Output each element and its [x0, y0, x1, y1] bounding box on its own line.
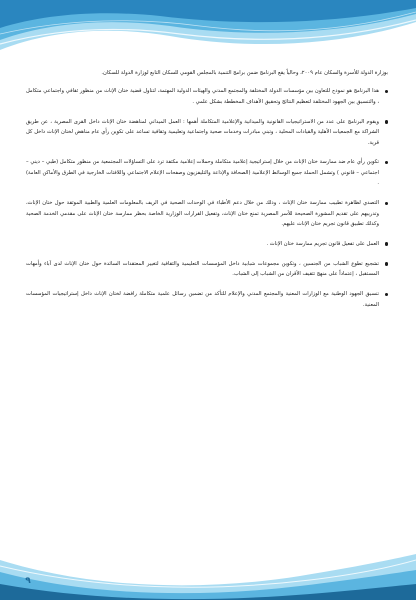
strategies-list — [26, 86, 388, 310]
list-item — [26, 157, 388, 188]
list-item-text: ويقوم البرنامج على عدد من الاستراتيجيات القانونية والميدانية والإعلامية المتكاملة أهمها : العمل الميداني لمناهضة ختان الإناث داخل القرى المصرية ، عن طريق الشراكة مع الجمعيات الأهلية والقيادات المحلية ، وتبني مبادرات وخدمات صحية واجتماعية وتعليمية وثقافية تساعد على تكوين رأي عام مناهض لختان الإناث داخل كل قرية. — [26, 118, 379, 146]
list-item-text: تشجيع تطوع الشباب من الجنسين ، وتكوين مجموعات شبابية داخل المؤسسات التعليمية والثقافية لتغيير المعتقدات السائدة حول ختان الإناث لدى آباء وأمهات المستقبل ، إعتماداً على منهج تثقيف الأقران من الشباب إلى الشباب. — [26, 260, 379, 278]
list-item — [26, 239, 388, 249]
bullet-dot-icon — [385, 293, 388, 296]
list-item — [26, 289, 388, 310]
list-item-text: تنسيق الجهود الوطنية مع الوزارات المعنية والمجتمع المدني والإعلام للتأكد من تضمين رسائل علمية متكاملة رافضة لختان الإناث داخل إستراتيجيات المؤسسات المعنية. — [26, 291, 379, 308]
footer-wave-decoration — [0, 530, 416, 600]
header-wave-decoration — [0, 0, 416, 62]
list-item-text: تكوين رأي عام ضد ممارسة ختان الإناث من خلال إستراتيجية إعلامية متكاملة وحملات إعلامية مكثفة ترد على التساؤلات المجتمعية من منظور متكامل (طبي – ديني – اجتماعي – قانوني ) وتشمل الحملة جميع الوسائط الإعلامية (الصحافة والإذاعة والتليفزيون وصفحات الإعلام الاجتماعي واللافتات الخارجية في الطرق والأماكن العامة) . — [26, 159, 379, 187]
bullet-dot-icon — [385, 202, 388, 205]
intro-paragraph: بوزارة الدولة للأسرة والسكان عام ٢٠٠٩، وحالياً يقع البرنامج ضمن برامج التنمية بالمجلس القومي للسكان التابع لوزارة الدولة للسكان. — [101, 70, 388, 76]
list-item-text: التصدي لظاهرة تطبيب ممارسة ختان الإناث ، وذلك من خلال دعم الأطباء في الوحدات الصحية في الريف بالمعلومات العلمية والطبية الموثقة حول ختان الإناث، وتدريبهم على تقديم المشورة الصحيحة للأسر المصرية تمنع ختان الإناث، وتفعيل القرارات الوزارية الخاصة بحظر ممارسة ختان الإناث على مقدمي الخدمة الصحية وكذلك تطبيق قانون تجريم ختان الإناث عليهم. — [26, 200, 379, 227]
list-item — [26, 198, 388, 229]
bullet-dot-icon — [385, 262, 388, 265]
page-number: ٩ — [25, 576, 31, 586]
bullet-dot-icon — [385, 161, 388, 164]
list-item — [26, 86, 388, 107]
list-item-text: العمل على تفعيل قانون تجريم ممارسة ختان الإناث . — [266, 240, 379, 247]
list-item — [26, 117, 388, 148]
bullet-dot-icon — [385, 120, 388, 123]
list-item — [26, 259, 388, 280]
page-content — [26, 68, 388, 319]
list-item-text: هذا البرنامج هو نموذج للتعاون بين مؤسسات الدولة المختلفة والمجتمع المدني والهيئات الدولية المهتمة، لتناول قضية ختان الإناث من منظور ثقافي واجتماعي متكامل ، والتنسيق بين الجهود المختلفة لتعظيم النتائج وتحقيق الأهداف المخططة بشكل علمي . — [26, 88, 379, 105]
bullet-dot-icon — [385, 90, 388, 93]
bullet-dot-icon — [385, 242, 388, 245]
